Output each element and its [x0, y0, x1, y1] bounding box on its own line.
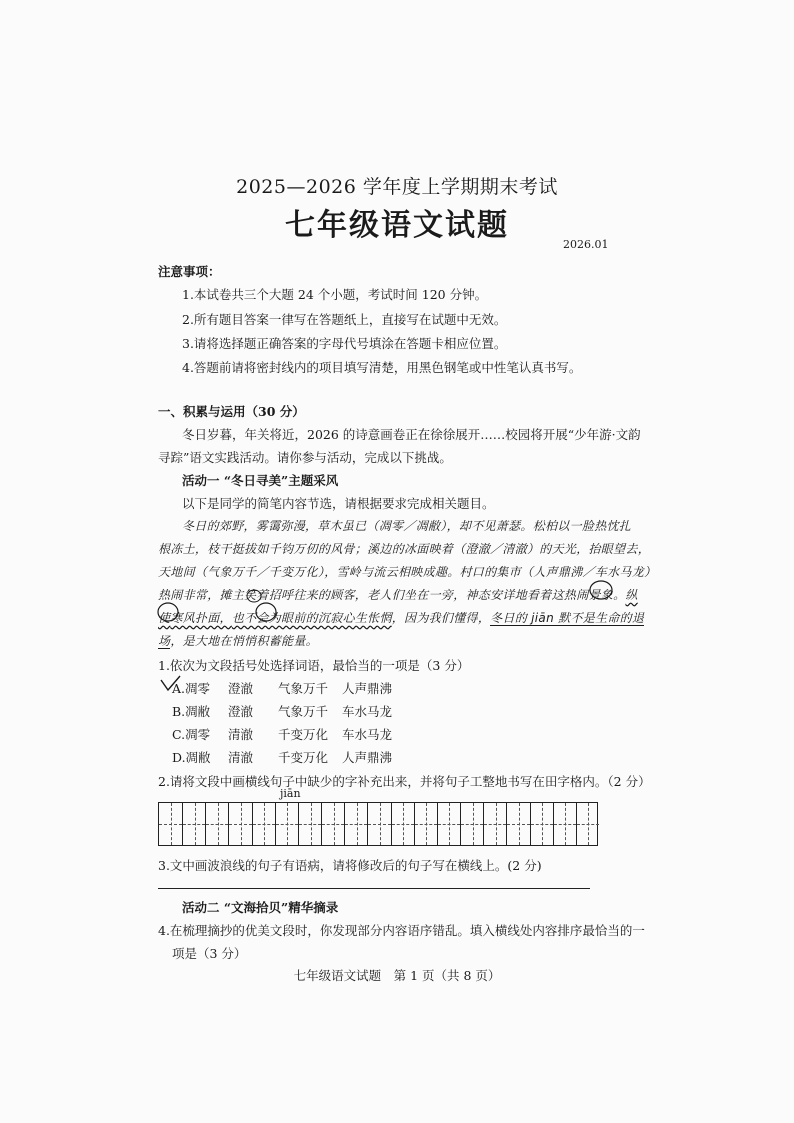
circle-mark: [256, 603, 276, 621]
handwritten-marks: [150, 572, 620, 634]
q3-stem: 3.文中画波浪线的句子有语病，请将修改后的句子写在横线上。(2 分): [158, 858, 542, 873]
circle-mark: [247, 590, 261, 602]
notice-item-1: 1.本试卷共三个大题 24 个小题，考试时间 120 分钟。: [182, 287, 488, 302]
q2-pinyin: jiān: [280, 787, 301, 800]
grid-cell[interactable]: [252, 803, 275, 845]
grid-cell[interactable]: [228, 803, 251, 845]
grid-guide-v: [426, 803, 427, 845]
activity2-title: 活动二 “文海拾贝”精华摘录: [182, 900, 339, 915]
exam-title-line1: 2025—2026 学年度上学期期末考试: [236, 176, 558, 198]
q1-a-word2: 澄澈: [228, 681, 254, 696]
passage-line-5-head: 使: [158, 611, 171, 625]
section1-heading: 一、积累与运用（30 分）: [158, 404, 305, 419]
grid-guide-v: [588, 803, 589, 845]
passage-line-1: 冬日的郊野，雾霭弥漫，草木虽已（凋零／凋敝），却不见萧瑟。松柏以一脸热忱扎: [182, 519, 632, 533]
grid-cell[interactable]: [553, 803, 576, 845]
passage-line-6: [158, 632, 318, 649]
grid-guide-v: [542, 803, 543, 845]
grid-cell[interactable]: [576, 803, 599, 845]
q1-a-word4: 人声鼎沸: [342, 681, 393, 696]
grid-cell[interactable]: [530, 803, 553, 845]
circle-mark: [590, 581, 612, 599]
grid-guide-v: [287, 803, 288, 845]
exam-title-line2: 七年级语文试题: [285, 208, 509, 243]
passage-line-3: 天地间（气象万千／千变万化），雪岭与流云相映成趣。村口的集市（人声鼎沸／车水马龙）: [158, 565, 657, 579]
notice-item-2: 2.所有题目答案一律写在答题纸上，直接写在试题中无效。: [182, 312, 507, 327]
section1-intro-line2: 寻踪”语文实践活动。请你参与活动，完成以下挑战。: [158, 450, 452, 465]
passage-line-5-wavy: 也不会为眼前的沉寂心生怅惘: [231, 611, 392, 625]
grid-guide-v: [380, 803, 381, 845]
passage-line-5-rest: ，因为我们懂得，: [391, 611, 491, 625]
activity1-desc: 以下是同学的简笔内容节选，请根据要求完成相关题目。: [182, 496, 495, 511]
q1-c-word3: 千变万化: [278, 727, 329, 742]
q1-b-word4: 车水马龙: [342, 704, 393, 719]
grid-cell[interactable]: [298, 803, 321, 845]
q1-a-word1: A.凋零: [172, 681, 211, 696]
q1-a-word3: 气象万千: [278, 681, 329, 696]
q1-c-word4: 车水马龙: [342, 727, 393, 742]
activity1-title: 活动一 “冬日寻美”主题采风: [182, 473, 339, 488]
grid-guide-v: [264, 803, 265, 845]
grid-cell[interactable]: [159, 803, 182, 845]
grid-cell[interactable]: [414, 803, 437, 845]
q4-stem-line1: 4.在梳理摘抄的优美文段时，你发现部分内容语序错乱。填入横线处内容排序最恰当的一: [158, 923, 645, 938]
notice-item-4: 4.答题前请将密封线内的项目填写清楚，用黑色钢笔或中性笔认真书写。: [182, 360, 582, 375]
passage-line-6-underlined: 场: [158, 634, 171, 648]
passage-line-4-wavy-end: 纵: [625, 588, 638, 602]
grid-cell[interactable]: [460, 803, 483, 845]
tianzige-grid[interactable]: [158, 802, 598, 846]
grid-cell[interactable]: [205, 803, 228, 845]
q1-b-word2: 澄澈: [228, 704, 254, 719]
grid-guide-v: [565, 803, 566, 845]
section1-intro-line1: 冬日岁暮，年关将近，2026 的诗意画卷正在徐徐展开……校园将开展“少年游·文韵: [182, 427, 641, 442]
passage-line-5-mid: 寒风扑面，: [170, 611, 232, 625]
grid-guide-v: [218, 803, 219, 845]
q1-option-b: [172, 702, 392, 720]
passage-line-5-underlined: 冬日的 jiān 默不是生命的退: [490, 611, 645, 625]
grid-guide-v: [473, 803, 474, 845]
grid-cell[interactable]: [275, 803, 298, 845]
checkmark-icon: [158, 672, 198, 694]
grid-cell[interactable]: [367, 803, 390, 845]
q1-b-word3: 气象万千: [278, 704, 329, 719]
passage-line-6-rest: ，是大地在悄悄积蓄能量。: [170, 634, 318, 648]
q1-d-word4: 人声鼎沸: [342, 750, 393, 765]
q4-stem-line2: 项是（3 分）: [172, 946, 247, 961]
grid-guide-v: [311, 803, 312, 845]
grid-guide-v: [241, 803, 242, 845]
q1-d-word2: 清澈: [228, 750, 254, 765]
q1-option-c: [172, 725, 392, 743]
grid-cell[interactable]: [483, 803, 506, 845]
grid-guide-v: [496, 803, 497, 845]
grid-cell[interactable]: [182, 803, 205, 845]
q1-c-word1: C.凋零: [172, 727, 211, 742]
notice-item-3: 3.请将选择题正确答案的字母代号填涂在答题卡相应位置。: [182, 336, 507, 351]
exam-date: 2026.01: [563, 238, 609, 251]
notice-heading: 注意事项：: [158, 264, 221, 279]
q1-option-d: [172, 748, 392, 766]
passage-line-4-text: 热闹非常，摊主笑着招呼往来的顾客，老人们坐在一旁，神态安详地看着这热闹景象。: [158, 588, 626, 602]
q1-stem: 1.依次为文段括号处选择词语，最恰当的一项是（3 分）: [158, 658, 470, 673]
q1-b-word1: B.凋敝: [172, 704, 211, 719]
grid-cell[interactable]: [506, 803, 529, 845]
q1-c-word2: 清澈: [228, 727, 254, 742]
q1-d-word3: 千变万化: [278, 750, 329, 765]
q2-stem: 2.请将文段中画横线句子中缺少的字补充出来，并将句子工整地书写在田字格内。（2 分）: [158, 774, 651, 789]
q1-d-word1: D.凋敝: [172, 750, 211, 765]
grid-guide-v: [449, 803, 450, 845]
grid-guide-v: [403, 803, 404, 845]
grid-cell[interactable]: [391, 803, 414, 845]
grid-guide-v: [171, 803, 172, 845]
grid-cell[interactable]: [321, 803, 344, 845]
circle-mark: [158, 603, 178, 621]
page-footer: 七年级语文试题 第 1 页（共 8 页）: [293, 968, 501, 983]
grid-guide-v: [357, 803, 358, 845]
q1-option-a: [172, 679, 392, 697]
grid-guide-v: [334, 803, 335, 845]
passage-line-2: 根冻土，枝干挺拔如千钧万仞的风骨；溪边的冰面映着（澄澈／清澈）的天光，抬眼望去，: [158, 542, 651, 556]
grid-cell[interactable]: [344, 803, 367, 845]
grid-guide-v: [519, 803, 520, 845]
grid-cell[interactable]: [437, 803, 460, 845]
grid-guide-v: [195, 803, 196, 845]
answer-line[interactable]: [158, 888, 590, 889]
